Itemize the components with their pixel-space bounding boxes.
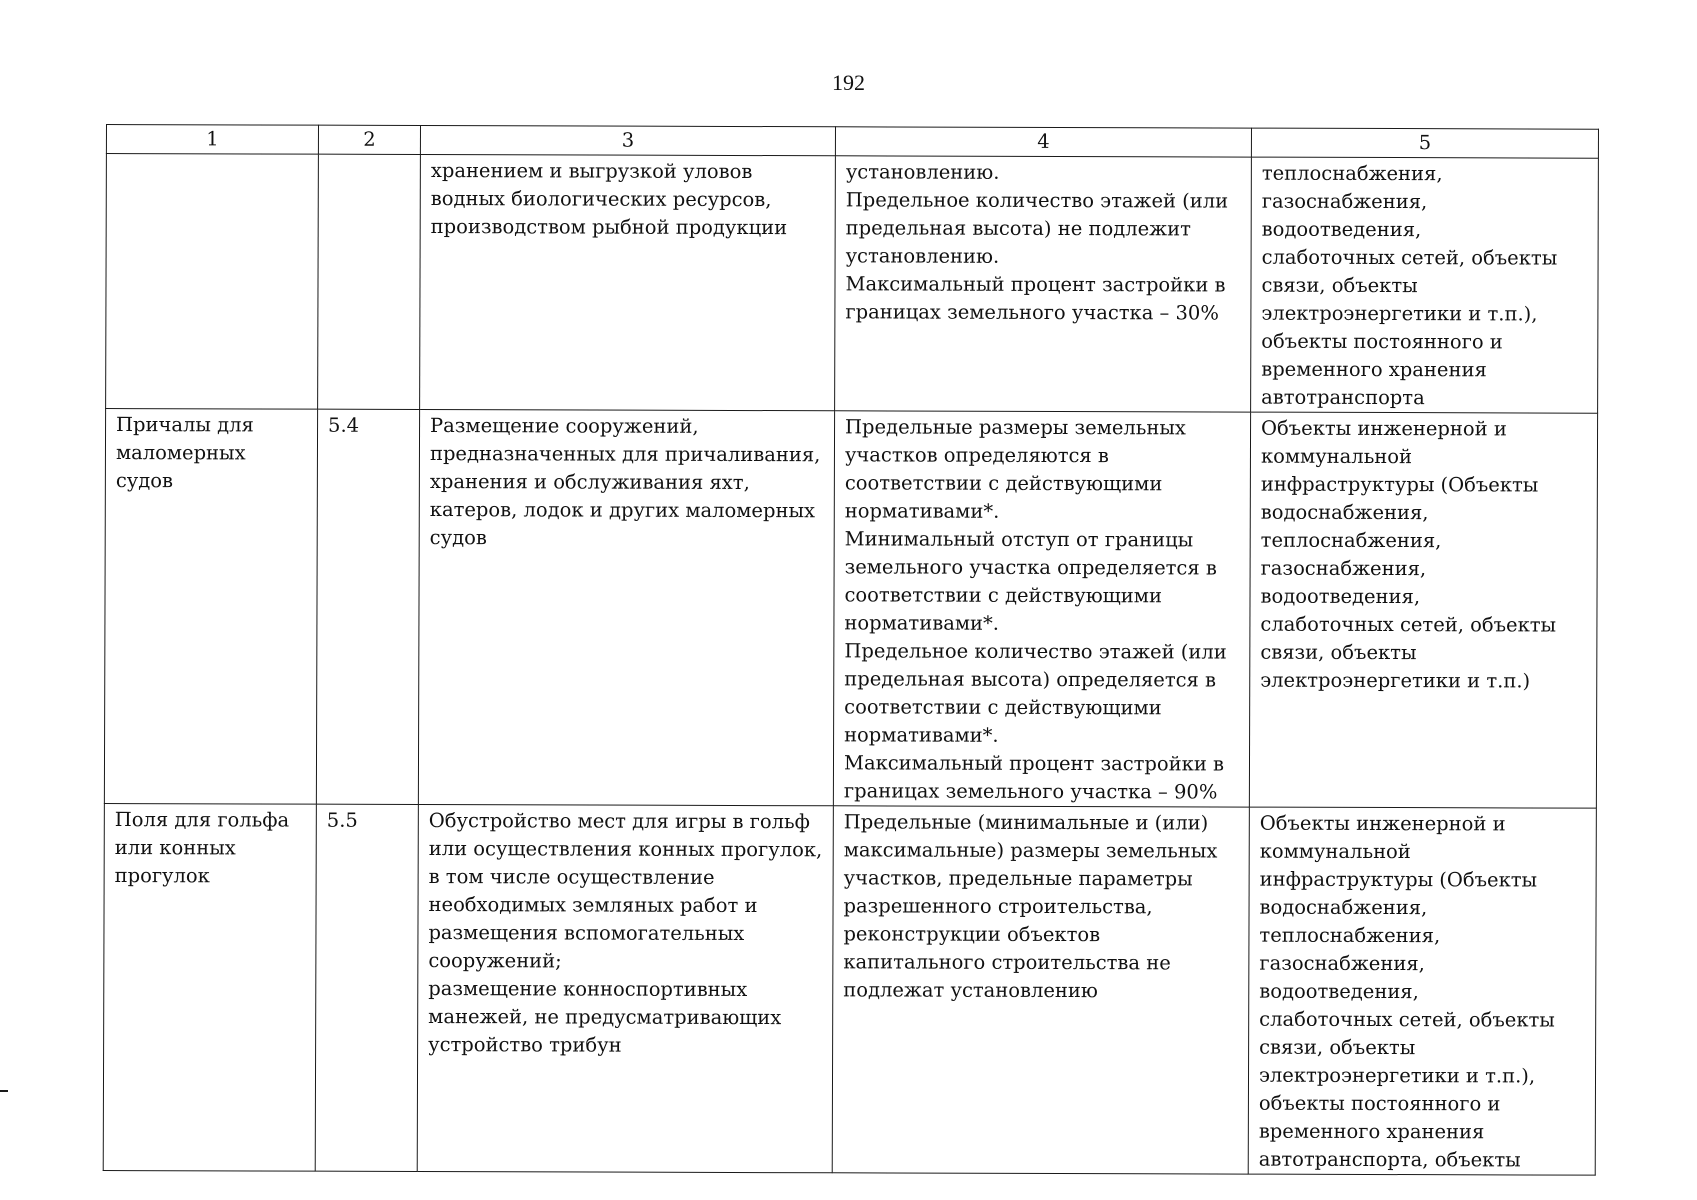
table-row (104, 409, 1597, 809)
use-code-cell (318, 154, 421, 409)
column-header-1: 1 (106, 125, 318, 155)
use-code-cell: 5.5 (315, 804, 418, 1171)
page-number: 192 (832, 70, 865, 95)
margin-mark (0, 1090, 8, 1092)
column-header-4: 4 (835, 127, 1251, 157)
table-row (106, 154, 1599, 414)
use-code-cell: 5.4 (316, 409, 419, 804)
zoning-table (103, 124, 1599, 1176)
column-header-5: 5 (1251, 128, 1598, 158)
auxiliary-uses-cell: теплоснабжения, газоснабжения, водоотведения, слаботочных сетей, объекты связи, объекты электроэнергетики и т.п.), объекты постоянного и временного хранения автотранспорта (1251, 157, 1599, 413)
table-row (103, 803, 1596, 1175)
auxiliary-uses-cell: Объекты инженерной и коммунальной инфраструктуры (Объекты водоснабжения, теплоснабжения, газоснабжения, водоотведения, слаботочных сетей, объекты связи, объекты электроэнергетики и т.п.) (1249, 412, 1597, 808)
use-name-cell: Причалы для маломерных судов (104, 409, 317, 805)
building-parameters-cell: установлению. Предельное количество этажей (или предельная высота) не подлежит установлению. Максимальный процент застройки в границах земельного участка – 30% (835, 156, 1252, 412)
use-name-cell: Поля для гольфа или конных прогулок (103, 803, 316, 1171)
column-header-3: 3 (420, 125, 835, 155)
use-name-cell (106, 154, 319, 410)
use-description-cell: Обустройство мест для игры в гольф или осуществления конных прогулок, в том числе осуществление необходимых земляных работ и размещения вспомогательных сооружений; размещение конноспортивных манежей, не предусматривающих устройство трибун (417, 804, 833, 1172)
building-parameters-cell: Предельные размеры земельных участков определяются в соответствии с действующими нормативами*. Минимальный отступ от границы земельного участка определяется в соответствии с действующими нормативами*. Предельное количество этажей (или предельная высота) определяется в соответствии с действующими нормативами*. Максимальный процент застройки в границах земельного участка – 90% (833, 411, 1250, 807)
building-parameters-cell: Предельные (минимальные и (или) максимальные) размеры земельных участков, предельные параметры разрешенного строительства, реконструкции объектов капитального строительства не подлежат установлению (832, 806, 1249, 1174)
use-description-cell: хранением и выгрузкой уловов водных биологических ресурсов, производством рыбной продукции (420, 154, 836, 410)
use-description-cell: Размещение сооружений, предназначенных для причаливания, хранения и обслуживания яхт, катеров, лодок и других маломерных судов (418, 409, 834, 805)
column-header-2: 2 (318, 125, 420, 154)
auxiliary-uses-cell: Объекты инженерной и коммунальной инфраструктуры (Объекты водоснабжения, теплоснабжения, газоснабжения, водоотведения, слаботочных сетей, объекты связи, объекты электроэнергетики и т.п.), объекты постоянного и временного хранения автотранспорта, объекты (1248, 807, 1596, 1175)
table-header-row (106, 125, 1598, 159)
